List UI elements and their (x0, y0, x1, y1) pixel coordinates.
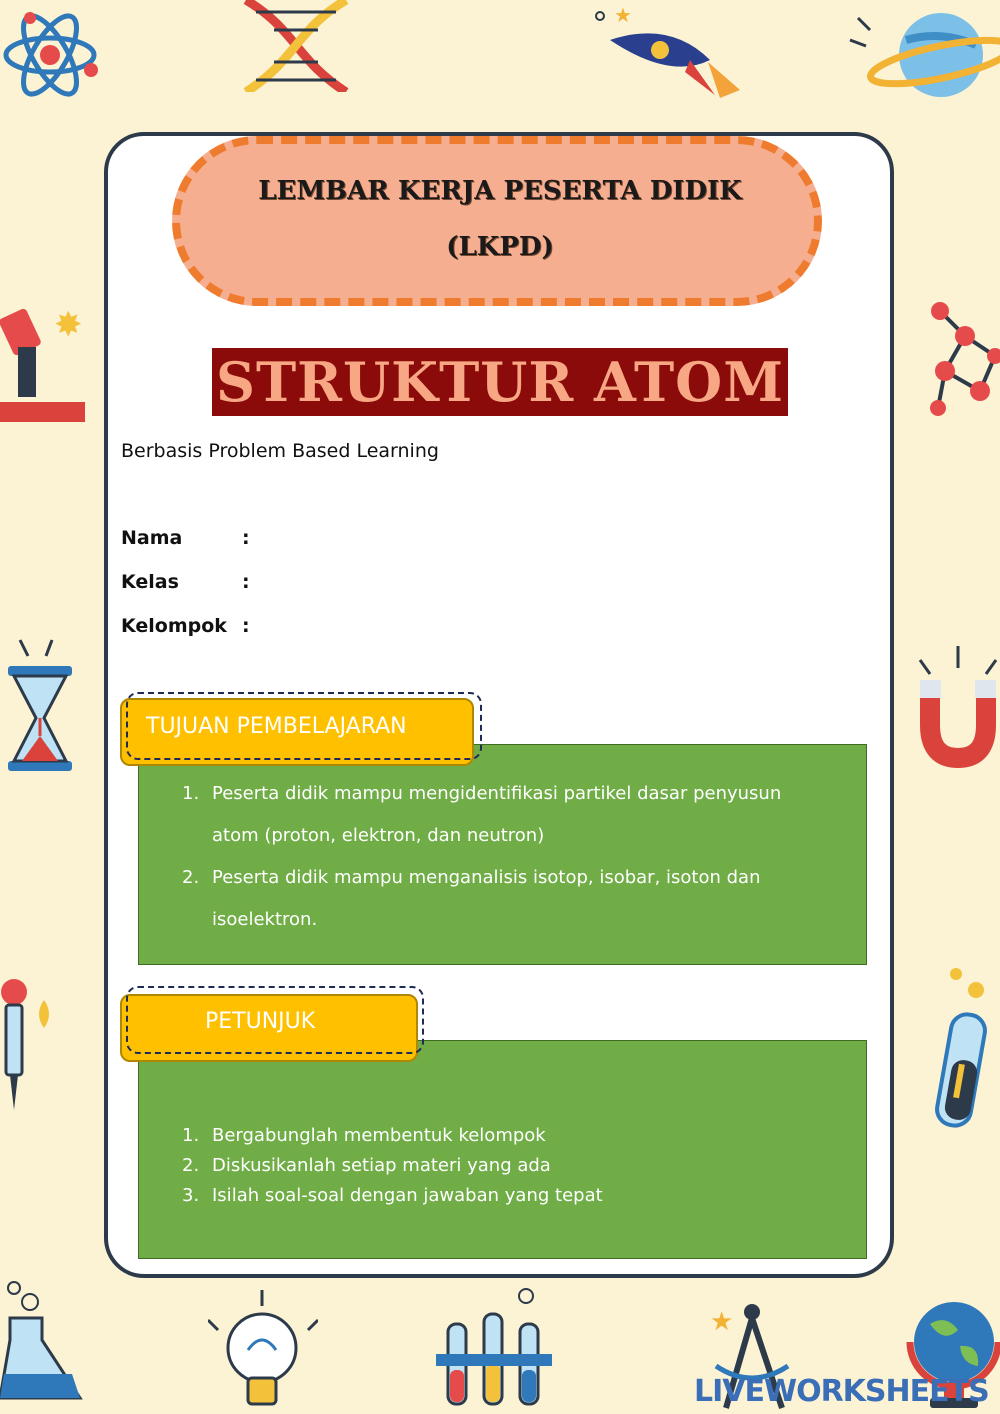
banner-title: STRUKTUR ATOM (216, 350, 784, 414)
instructions-list (182, 1121, 842, 1211)
list-item-text: Peserta didik mampu mengidentifikasi partikel dasar penyusun (212, 783, 782, 804)
field-label-kelompok: Kelompok (121, 615, 227, 637)
test-tube-icon (934, 964, 1000, 1134)
list-item-text: Peserta didik mampu menganalisis isotop, isobar, isoton dan (212, 867, 761, 888)
list-item (182, 857, 842, 941)
header-subtitle: (LKPD) (446, 232, 554, 262)
list-item-number: 1. (182, 1125, 200, 1146)
svg-text:★: ★ (710, 1307, 734, 1337)
lightbulb-icon (208, 1290, 318, 1414)
hourglass-icon (0, 636, 80, 781)
objectives-title: TUJUAN PEMBELAJARAN (146, 714, 407, 739)
header-title: LEMBAR KERJA PESERTA DIDIK (258, 176, 742, 206)
dna-icon (236, 0, 356, 92)
list-item (182, 1151, 842, 1181)
field-input-kelas[interactable]: : (242, 571, 250, 593)
rocket-icon (590, 0, 760, 115)
list-item (182, 773, 842, 857)
subtitle: Berbasis Problem Based Learning (121, 440, 439, 462)
list-item-number: 1. (182, 783, 200, 804)
liveworksheets-logo[interactable]: LIVEWORKSHEETS (694, 1374, 989, 1409)
list-item-number: 2. (182, 1155, 200, 1176)
list-item-text: Diskusikanlah setiap materi yang ada (212, 1155, 551, 1176)
svg-text:★: ★ (614, 3, 632, 27)
planet-icon (836, 0, 1000, 110)
objectives-list (182, 773, 842, 941)
header-oval (172, 136, 822, 306)
field-label-nama: Nama (121, 527, 183, 549)
title-banner (212, 348, 788, 416)
field-input-nama[interactable]: : (242, 527, 250, 549)
field-label-kelas: Kelas (121, 571, 179, 593)
svg-text:✸: ✸ (54, 305, 83, 345)
list-item-text: Isilah soal-soal dengan jawaban yang tepat (212, 1185, 603, 1206)
magnet-icon (912, 640, 1000, 770)
pipette-icon (0, 970, 62, 1120)
list-item-text-continued: atom (proton, elektron, dan neutron) (212, 825, 545, 846)
field-input-kelompok[interactable]: : (242, 615, 250, 637)
list-item (182, 1121, 842, 1151)
test-tube-rack-icon (434, 1284, 554, 1414)
list-item (182, 1181, 842, 1211)
molecule-icon (920, 296, 1000, 426)
flask-icon (0, 1278, 92, 1414)
instructions-title: PETUNJUK (205, 1009, 316, 1034)
atom-icon (0, 0, 110, 110)
list-item-text: Bergabunglah membentuk kelompok (212, 1125, 546, 1146)
list-item-text-continued: isoelektron. (212, 909, 318, 930)
microscope-icon (0, 292, 95, 432)
list-item-number: 3. (182, 1185, 200, 1206)
list-item-number: 2. (182, 867, 200, 888)
